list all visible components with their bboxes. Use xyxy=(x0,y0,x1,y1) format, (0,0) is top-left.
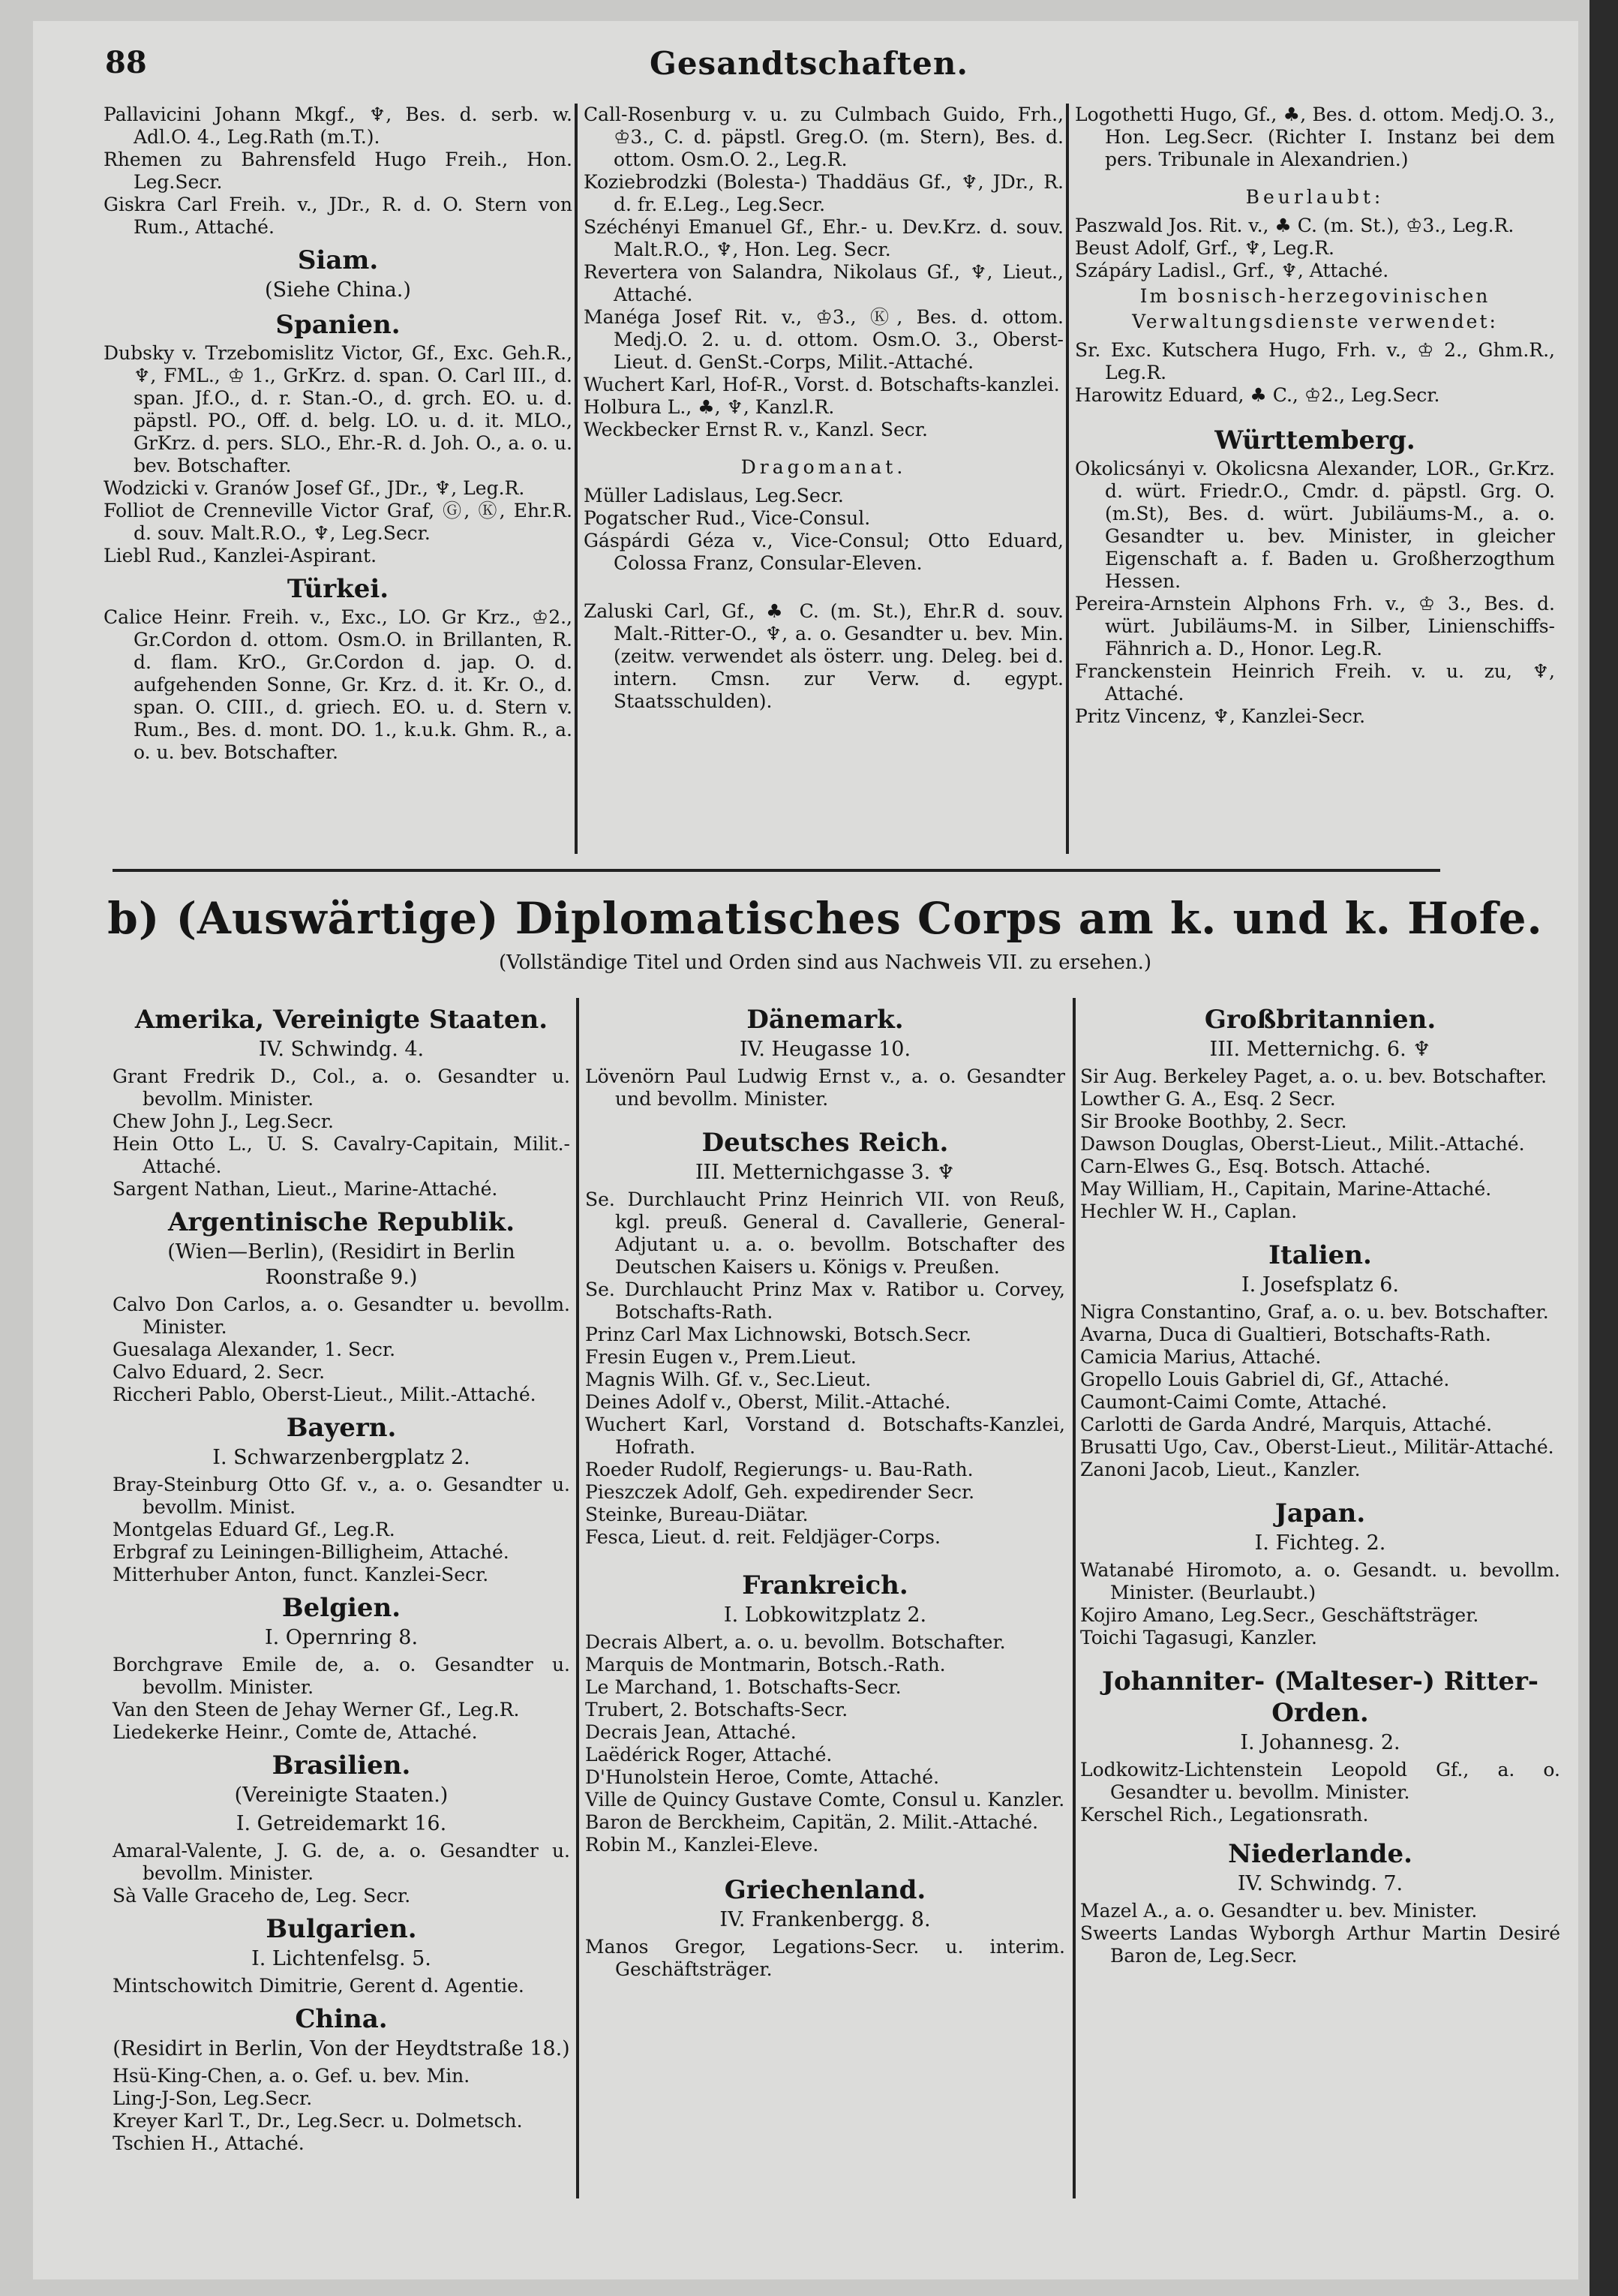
country-heading: Bulgarien. xyxy=(266,1914,417,1944)
entry: Pallavicini Johann Mkgf., ♆, Bes. d. serb. w. Adl.O. 4., Leg.Rath (m.T.). xyxy=(104,104,572,148)
entry: Guesalaga Alexander, 1. Secr. xyxy=(113,1339,396,1360)
entry: Carn-Elwes G., Esq. Botsch. Attaché. xyxy=(1080,1156,1431,1177)
address: IV. Heugasse 10. xyxy=(739,1038,911,1061)
entry: Sir Aug. Berkeley Paget, a. o. u. bev. Botschafter. xyxy=(1080,1065,1547,1087)
section-heading xyxy=(90,891,1560,974)
entry: Erbgraf zu Leiningen-Billigheim, Attaché. xyxy=(113,1541,509,1563)
entry: Toichi Tagasugi, Kanzler. xyxy=(1080,1627,1317,1648)
entry: Se. Durchlaucht Prinz Heinrich VII. von Reuß, kgl. preuß. General d. Cavallerie, General-Adjutant u. a. o. bevollm. Botschafter des Deutschen Kaisers u. Königs v. Preußen. xyxy=(585,1189,1065,1278)
entry: Ville de Quincy Gustave Comte, Consul u. Kanzler. xyxy=(585,1789,1065,1811)
country-heading: China. xyxy=(295,2004,388,2034)
country-heading: Großbritannien. xyxy=(1204,1005,1436,1035)
country-heading-spanien: Spanien. xyxy=(275,310,401,340)
entry: Revertera von Salandra, Nikolaus Gf., ♆, Lieut., Attaché. xyxy=(584,261,1064,305)
entry: Borchgrave Emile de, a. o. Gesandter u. bevollm. Minister. xyxy=(113,1654,570,1698)
entry: Pritz Vincenz, ♆, Kanzlei-Secr. xyxy=(1075,705,1366,727)
country-heading: Argentinische Republik. xyxy=(167,1207,515,1237)
entry: Tschien H., Attaché. xyxy=(113,2132,305,2154)
entry: Hechler W. H., Caplan. xyxy=(1080,1201,1298,1222)
entry: Liebl Rud., Kanzlei-Aspirant. xyxy=(104,545,377,566)
entry: Dawson Douglas, Oberst-Lieut., Milit.-Attaché. xyxy=(1080,1133,1525,1155)
entry: Franckenstein Heinrich Freih. v. u. zu, ♆, Attaché. xyxy=(1075,660,1555,705)
entry: Riccheri Pablo, Oberst-Lieut., Milit.-Attaché. xyxy=(113,1384,536,1405)
entry: Fesca, Lieut. d. reit. Feldjäger-Corps. xyxy=(585,1526,941,1548)
entry: Decrais Albert, a. o. u. bevollm. Botschafter. xyxy=(585,1631,1006,1653)
bottom-column-1 xyxy=(113,998,570,2155)
entry: Paszwald Jos. Rit. v., ♣ C. (m. St.), ♔3., Leg.R. xyxy=(1075,215,1514,236)
entry: May William, H., Capitain, Marine-Attaché. xyxy=(1080,1178,1492,1200)
entry: Wuchert Karl, Hof-R., Vorst. d. Botschafts-kanzlei. xyxy=(584,374,1060,395)
entry: Sr. Exc. Kutschera Hugo, Frh. v., ♔ 2., Ghm.R., Leg.R. xyxy=(1075,339,1555,383)
bottom-column-3 xyxy=(1080,998,1560,1967)
address: I. Fichteg. 2. xyxy=(1254,1531,1386,1555)
country-heading: Niederlande. xyxy=(1228,1839,1412,1869)
column-divider xyxy=(1073,998,1076,2198)
country-heading: Brasilien. xyxy=(272,1751,411,1781)
section-note: (Vollständige Titel und Orden sind aus Nachweis VII. zu ersehen.) xyxy=(498,951,1152,974)
entry: Fresin Eugen v., Prem.Lieut. xyxy=(585,1346,857,1368)
country-heading: Italien. xyxy=(1268,1240,1372,1270)
entry: Beust Adolf, Grf., ♆, Leg.R. xyxy=(1075,237,1334,259)
entry: Manos Gregor, Legations-Secr. u. interim. Geschäftsträger. xyxy=(585,1936,1065,1980)
country-heading: Amerika, Vereinigte Staaten. xyxy=(134,1005,548,1035)
entry: Hsü-King-Chen, a. o. Gef. u. bev. Min. xyxy=(113,2065,470,2087)
address: (Vereinigte Staaten.) xyxy=(234,1784,449,1807)
entry: Baron de Berckheim, Capitän, 2. Milit.-Attaché. xyxy=(585,1811,1039,1833)
entry: Grant Fredrik D., Col., a. o. Gesandter u. bevollm. Minister. xyxy=(113,1065,570,1110)
entry: Liedekerke Heinr., Comte de, Attaché. xyxy=(113,1721,478,1743)
entry: Giskra Carl Freih. v., JDr., R. d. O. Stern von Rum., Attaché. xyxy=(104,194,572,238)
entry: Caumont-Caimi Comte, Attaché. xyxy=(1080,1391,1388,1413)
entry: Pereira-Arnstein Alphons Frh. v., ♔ 3., Bes. d. würt. Jubiläums-M. in Silber, Linienschiffs-Fähnrich a. D., Honor. Leg.R. xyxy=(1075,593,1555,660)
entry: Pogatscher Rud., Vice-Consul. xyxy=(584,507,871,529)
entry: Gáspárdi Géza v., Vice-Consul; Otto Eduard, Colossa Franz, Consular-Eleven. xyxy=(584,530,1064,574)
entry: Harowitz Eduard, ♣ C., ♔2., Leg.Secr. xyxy=(1075,384,1440,406)
top-section xyxy=(104,104,1555,854)
entry: Lodkowitz-Lichtenstein Leopold Gf., a. o. Gesandter u. bevollm. Minister. xyxy=(1080,1759,1560,1803)
entry: Nigra Constantino, Graf, a. o. u. bev. Botschafter. xyxy=(1080,1301,1549,1323)
entry: Marquis de Montmarin, Botsch.-Rath. xyxy=(585,1654,946,1675)
entry: Prinz Carl Max Lichnowski, Botsch.Secr. xyxy=(585,1324,972,1345)
column-divider xyxy=(1066,104,1069,854)
top-column-3 xyxy=(1075,104,1555,728)
subheading-beurlaubt: Beurlaubt: xyxy=(1245,186,1385,208)
country-heading-siam: Siam. xyxy=(297,245,379,275)
address: I. Lobkowitzplatz 2. xyxy=(723,1603,927,1627)
entry: Sir Brooke Boothby, 2. Secr. xyxy=(1080,1110,1347,1132)
entry: Logothetti Hugo, Gf., ♣, Bes. d. ottom. Medj.O. 3., Hon. Leg.Secr. (Richter I. Instanz bei dem pers. Tribunale in Alexandrien.) xyxy=(1075,104,1555,170)
country-heading: Belgien. xyxy=(281,1593,401,1623)
address: (Wien—Berlin), (Residirt in Berlin Roonstraße 9.) xyxy=(167,1240,515,1289)
entry: Deines Adolf v., Oberst, Milit.-Attaché. xyxy=(585,1391,951,1413)
entry: Koziebrodzki (Bolesta-) Thaddäus Gf., ♆, JDr., R. d. fr. E.Leg., Leg.Secr. xyxy=(584,171,1064,215)
address: IV. Schwindg. 4. xyxy=(258,1038,425,1061)
country-heading: Frankreich. xyxy=(742,1570,908,1600)
page-header xyxy=(68,29,1550,81)
address: III. Metternichgasse 3. ♆ xyxy=(695,1161,956,1184)
entry: Montgelas Eduard Gf., Leg.R. xyxy=(113,1519,395,1540)
country-heading: Dänemark. xyxy=(746,1005,904,1035)
entry: Gropello Louis Gabriel di, Gf., Attaché. xyxy=(1080,1369,1450,1390)
entry: Bray-Steinburg Otto Gf. v., a. o. Gesandter u. bevollm. Minist. xyxy=(113,1474,570,1518)
country-heading-tuerkei: Türkei. xyxy=(287,574,389,604)
top-column-1 xyxy=(104,104,572,764)
address: IV. Frankenbergg. 8. xyxy=(719,1908,931,1931)
address: I. Josefsplatz 6. xyxy=(1241,1273,1400,1297)
entry: Chew John J., Leg.Secr. xyxy=(113,1110,334,1132)
entry: Trubert, 2. Botschafts-Secr. xyxy=(585,1699,848,1720)
entry: Calvo Don Carlos, a. o. Gesandter u. bevollm. Minister. xyxy=(113,1294,570,1338)
entry: Sargent Nathan, Lieut., Marine-Attaché. xyxy=(113,1178,498,1200)
country-heading: Johanniter- (Malteser-) Ritter-Orden. xyxy=(1101,1666,1539,1728)
country-heading: Japan. xyxy=(1274,1498,1366,1528)
entry: Wuchert Karl, Vorstand d. Botschafts-Kanzlei, Hofrath. xyxy=(585,1414,1065,1458)
entry: Sà Valle Graceho de, Leg. Secr. xyxy=(113,1885,411,1907)
entry: Watanabé Hiromoto, a. o. Gesandt. u. bevollm. Minister. (Beurlaubt.) xyxy=(1080,1559,1560,1603)
entry: Laëdérick Roger, Attaché. xyxy=(585,1744,833,1766)
entry: Lövenörn Paul Ludwig Ernst v., a. o. Gesandter und bevollm. Minister. xyxy=(585,1065,1065,1110)
entry: Brusatti Ugo, Cav., Oberst-Lieut., Militär-Attaché. xyxy=(1080,1436,1554,1458)
subheading-bosnien: Im bosnisch-herzegovinischen Verwaltungsdienste verwendet: xyxy=(1132,285,1498,332)
bottom-column-2 xyxy=(585,998,1065,1981)
entry: Ling-J-Son, Leg.Secr. xyxy=(113,2087,313,2109)
country-heading: Griechenland. xyxy=(724,1875,926,1905)
entry: Mintschowitch Dimitrie, Gerent d. Agentie. xyxy=(113,1975,524,1997)
address: I. Johannesg. 2. xyxy=(1240,1731,1400,1754)
entry: Magnis Wilh. Gf. v., Sec.Lieut. xyxy=(585,1369,872,1390)
running-title: Gesandtschaften. xyxy=(649,45,969,82)
entry: Müller Ladislaus, Leg.Secr. xyxy=(584,485,844,506)
address: I. Lichtenfelsg. 5. xyxy=(251,1947,431,1970)
entry: Call-Rosenburg v. u. zu Culmbach Guido, Frh., ♔3., C. d. päpstl. Greg.O. (m. Stern), Bes. d. ottom. Osm.O. 2., Leg.R. xyxy=(584,104,1064,170)
entry: Calvo Eduard, 2. Secr. xyxy=(113,1361,326,1383)
entry: Okolicsányi v. Okolicsna Alexander, LOR., Gr.Krz. d. würt. Friedr.O., Cmdr. d. päpstl. Grg. O. (m.St), Bes. d. würt. Jubiläums-M., a. o. Gesandter u. bev. Minister, in gleicher Eigenschaft a. f. Baden u. Großherzogthum Hessen. xyxy=(1075,458,1555,592)
binding-edge xyxy=(1589,0,1618,2296)
entry: Decrais Jean, Attaché. xyxy=(585,1721,797,1743)
address: I. Opernring 8. xyxy=(264,1626,419,1649)
entry: Wodzicki v. Granów Josef Gf., JDr., ♆, Leg.R. xyxy=(104,477,525,499)
entry: Kojiro Amano, Leg.Secr., Geschäftsträger. xyxy=(1080,1604,1479,1626)
entry: Calice Heinr. Freih. v., Exc., LO. Gr Krz., ♔2., Gr.Cordon d. ottom. Osm.O. in Brillanten, R. d. flam. KrO., Gr.Cordon d. jap. O. d. aufgehenden Sonne, Gr. Krz. d. it. Kr. O., d. span. O. CIII., d. griech. EO. u. d. Stern v. Rum., Bes. d. mont. DO. 1., k.u.k. Ghm. R., a. o. u. bev. Botschafter. xyxy=(104,606,572,763)
entry: Szápáry Ladisl., Grf., ♆, Attaché. xyxy=(1075,260,1389,281)
address: I. Schwarzenbergplatz 2. xyxy=(212,1446,470,1469)
column-divider xyxy=(575,104,578,854)
entry: Kerschel Rich., Legationsrath. xyxy=(1080,1804,1369,1826)
country-heading: Deutsches Reich. xyxy=(701,1128,949,1158)
entry: Van den Steen de Jehay Werner Gf., Leg.R. xyxy=(113,1699,520,1720)
entry: Manéga Josef Rit. v., ♔3., Ⓚ, Bes. d. ottom. Medj.O. 2. u. d. ottom. Osm.O. 3., Oberst-Lieut. d. GenSt.-Corps, Milit.-Attaché. xyxy=(584,306,1064,373)
address: IV. Schwindg. 7. xyxy=(1237,1872,1403,1895)
section-title: b) (Auswärtige) Diplomatisches Corps am k. und k. Hofe. xyxy=(107,893,1543,944)
entry: Széchényi Emanuel Gf., Ehr.- u. Dev.Krz. d. souv. Malt.R.O., ♆, Hon. Leg. Secr. xyxy=(584,216,1064,260)
address: I. Getreidemarkt 16. xyxy=(236,1812,447,1835)
entry: Holbura L., ♣, ♆, Kanzl.R. xyxy=(584,396,835,418)
entry: Rhemen zu Bahrensfeld Hugo Freih., Hon. Leg.Secr. xyxy=(104,149,572,193)
entry: Camicia Marius, Attaché. xyxy=(1080,1346,1322,1368)
entry: Hein Otto L., U. S. Cavalry-Capitain, Milit.-Attaché. xyxy=(113,1133,570,1177)
entry: Pieszczek Adolf, Geh. expedirender Secr. xyxy=(585,1481,975,1503)
address: III. Metternichg. 6. ♆ xyxy=(1209,1038,1431,1061)
cross-reference: (Siehe China.) xyxy=(265,278,411,302)
entry: Le Marchand, 1. Botschafts-Secr. xyxy=(585,1676,902,1698)
entry: Robin M., Kanzlei-Eleve. xyxy=(585,1834,819,1856)
country-heading-wuerttemberg: Württemberg. xyxy=(1214,425,1415,455)
page-number: 88 xyxy=(105,45,147,80)
subheading-dragomanat: Dragomanat. xyxy=(740,456,907,478)
entry: D'Hunolstein Heroe, Comte, Attaché. xyxy=(585,1766,940,1788)
entry: Folliot de Crenneville Victor Graf, Ⓖ, Ⓚ, Ehr.R. d. souv. Malt.R.O., ♆, Leg.Secr. xyxy=(104,500,572,544)
entry: Zanoni Jacob, Lieut., Kanzler. xyxy=(1080,1459,1361,1480)
entry: Se. Durchlaucht Prinz Max v. Ratibor u. Corvey, Botschafts-Rath. xyxy=(585,1279,1065,1323)
entry: Steinke, Bureau-Diätar. xyxy=(585,1504,809,1525)
entry: Roeder Rudolf, Regierungs- u. Bau-Rath. xyxy=(585,1459,974,1480)
column-divider xyxy=(576,998,579,2198)
entry: Mitterhuber Anton, funct. Kanzlei-Secr. xyxy=(113,1564,489,1585)
address: (Residirt in Berlin, Von der Heydtstraße 18.) xyxy=(113,2037,570,2060)
entry: Carlotti de Garda André, Marquis, Attaché. xyxy=(1080,1414,1493,1435)
entry: Mazel A., a. o. Gesandter u. bev. Minister. xyxy=(1080,1900,1478,1922)
bottom-section xyxy=(113,998,1560,2251)
section-rule xyxy=(113,869,1440,872)
entry: Zaluski Carl, Gf., ♣ C. (m. St.), Ehr.R d. souv. Malt.-Ritter-O., ♆, a. o. Gesandter u. bev. Min. (zeitw. verwendet als österr. ung. Deleg. bei d. intern. Cmsn. zur Verw. d. egypt. Staatsschulden). xyxy=(584,600,1064,712)
entry: Kreyer Karl T., Dr., Leg.Secr. u. Dolmetsch. xyxy=(113,2110,523,2132)
entry: Avarna, Duca di Gualtieri, Botschafts-Rath. xyxy=(1080,1324,1491,1345)
entry: Lowther G. A., Esq. 2 Secr. xyxy=(1080,1088,1336,1110)
entry: Dubsky v. Trzebomislitz Victor, Gf., Exc. Geh.R., ♆, FML., ♔ 1., GrKrz. d. span. O. Carl III., d. span. Jf.O., d. r. Stan.-O., d. grch. EO. u. d. päpstl. PO., Off. d. belg. LO. u. d. it. MLO., GrKrz. d. pers. SLO., Ehr.-R. d. Joh. O., a. o. u. bev. Botschafter. xyxy=(104,342,572,476)
country-heading: Bayern. xyxy=(286,1413,397,1443)
entry: Sweerts Landas Wyborgh Arthur Martin Desiré Baron de, Leg.Secr. xyxy=(1080,1922,1560,1967)
entry: Weckbecker Ernst R. v., Kanzl. Secr. xyxy=(584,419,928,440)
top-column-2 xyxy=(584,104,1064,713)
entry: Amaral-Valente, J. G. de, a. o. Gesandter u. bevollm. Minister. xyxy=(113,1840,570,1884)
